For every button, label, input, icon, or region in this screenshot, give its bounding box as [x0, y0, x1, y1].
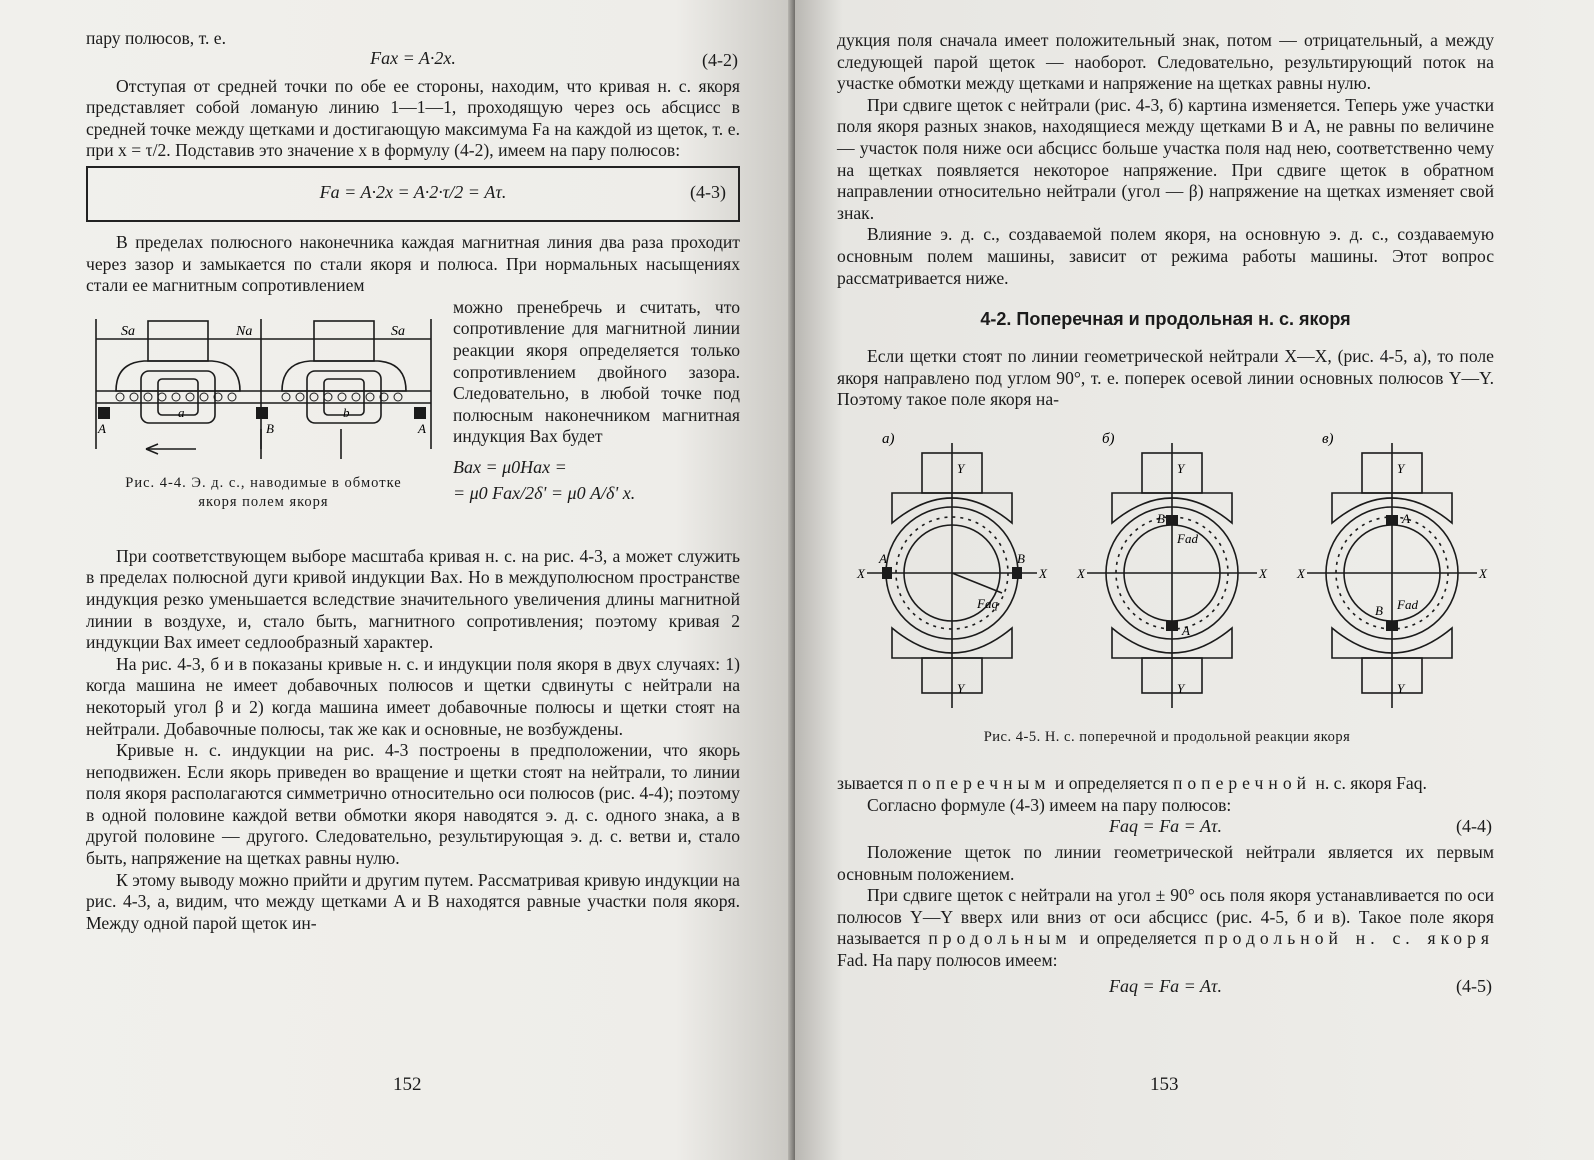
text-line: пару полюсов, т. е. — [86, 28, 226, 48]
figure-4-5-caption: Рис. 4-5. Н. с. поперечной и продольной реакции якоря — [983, 728, 1351, 745]
label-a: a — [178, 404, 185, 420]
label-y: Y — [1177, 680, 1185, 696]
paragraph: При сдвиге щеток с нейтрали (рис. 4-3, б) картина изменяется. Теперь уже участки поля якоря разных знаков, находящиеся между щетками B и A, не равны по величине — участок поля ниже оси абсцисс больше участка поля над нею, соответственно чему на щетках появляется некоторое напряжение. При сдвиге щеток в обратном направлении относительно нейтрали (угол — β) напряжение на щетках изменяет свой знак. — [837, 94, 1494, 223]
equation-number: (4-4) — [1456, 816, 1492, 837]
formula: Faq = Fa = Aτ. — [1109, 816, 1222, 837]
spaced-term: поперечной — [1172, 772, 1312, 793]
paragraph: дукция поля сначала имеет положительный знак, потом — отрицательный, а между следующей парой щеток — наоборот. Следовательно, результирующий поток на участке обмотки между щетками и напряжение на щетках равны нулю. — [837, 30, 1494, 94]
label-brush-a: A — [98, 420, 106, 436]
paragraph: Согласно формуле (4-3) имеем на пару полюсов: — [867, 794, 1232, 815]
equation-number: (4-5) — [1456, 975, 1492, 996]
label-brush-a: A — [1182, 622, 1190, 638]
paragraph: В пределах полюсного наконечника каждая магнитная линия два раза проходит через зазор и замыкается по стали якоря и полюса. При нормальных насыщениях стали ее магнитным сопротивлением — [86, 231, 740, 296]
label-y: Y — [957, 460, 965, 476]
figure-4-4-caption — [86, 474, 441, 512]
panel-label-b: б) — [1102, 430, 1115, 447]
label-brush-a: A — [879, 550, 887, 566]
label-sa: Sa — [121, 323, 135, 339]
equation-number: (4-2) — [702, 49, 738, 70]
label-y: Y — [1177, 460, 1185, 476]
spaced-term: поперечным — [907, 772, 1051, 793]
figure-4-4 — [86, 299, 441, 512]
text-run: и определяется — [1050, 772, 1173, 793]
panel-label-a: а) — [882, 430, 895, 447]
label-x: X — [1039, 565, 1047, 581]
label-fad: Fad — [1177, 530, 1198, 546]
paragraph: При соответствующем выборе масштаба кривая н. с. на рис. 4-3, а может служить в пределах полюсной дуги кривой индукции Bax. Но в междуполюсном пространстве индукция резко уменьшается вследствие значительного увеличения длины магнитной линии в воздухе, и, стало быть, магнитного сопротивления; поэтому кривая 2 индукции Bax имеет седлообразный характер. — [86, 545, 740, 653]
equation-4-5 — [837, 976, 1494, 1002]
label-x: X — [1259, 565, 1267, 581]
paragraph: На рис. 4-3, б и в показаны кривые н. с. и индукции поля якоря в двух случаях: 1) когда машина не имеет добавочных полюсов и щетки сдвинуты с нейтрали на некоторый угол β и 2) когда машина имеет добавочные полюсы и щетки стоят на нейтрали. Добавочные полюсы, так же как и основные, не возбуждены. — [86, 653, 740, 739]
label-x: X — [857, 565, 865, 581]
label-sa-2: Sa — [391, 323, 405, 339]
equation-4-2 — [86, 47, 740, 76]
text-run: Fad. На пару полюсов имеем: — [837, 950, 1058, 971]
page-number: 152 — [393, 1074, 422, 1095]
panel-b — [1076, 431, 1268, 708]
label-faq: Faq — [977, 595, 998, 611]
panel-a — [856, 431, 1048, 708]
caption-line: Рис. 4-4. Э. д. с., наводимые в обмотке — [125, 474, 402, 491]
label-brush-a: A — [1402, 510, 1410, 526]
paragraph: К этому выводу можно прийти и другим путем. Рассматривая кривую индукции на рис. 4-3, а, видим, что между щетками A и B находятся равные участки поля якоря. Между одной парой щеток ин- — [86, 869, 740, 933]
panel-label-c: в) — [1322, 430, 1334, 447]
text-run: При сдвиге щеток с нейтрали на угол ± 90° ось поля якоря устанавливается по оси полюсов Y—Y вверх или вниз от оси абсцисс (рис. 4-5, б и в). Такое поле якоря называется — [837, 885, 1494, 949]
label-fad: Fad — [1397, 596, 1418, 612]
label-brush-b: B — [266, 420, 274, 436]
spaced-term: продольной н. с. якоря — [1204, 928, 1494, 949]
formula: Bax = μ0Hax = — [453, 456, 567, 477]
label-brush-b: B — [1157, 510, 1165, 526]
label-y: Y — [957, 680, 965, 696]
page-left — [0, 0, 795, 1160]
paragraph: Отступая от средней точки по обе ее стороны, находим, что кривая н. с. якоря представляет собой ломаную линию 1—1—1, проходящую через ось абсцисс в средней точке между щетками и достигающую максимума Fa на каждой из щеток, т. е. при x = τ/2. Подставив это значение x в формулу (4-2), имеем на пару полюсов: — [86, 75, 740, 161]
formula: Faq = Fa = Aτ. — [1109, 975, 1222, 996]
paragraph: можно пренебречь и считать, что сопротивление для магнитной линии реакции якоря определяется только сопротивлением двойного зазора. Следовательно, в любой точке под полюсным наконечником магнитная индукция Bax будет — [453, 296, 740, 447]
equation-4-3-boxed — [86, 166, 740, 222]
paragraph: Если щетки стоят по линии геометрической нейтрали X—X, (рис. 4-5, а), то поле якоря направлено под углом 90°, т. е. поперек осевой линии основных полюсов Y—Y. Поэтому такое поле якоря на- — [837, 346, 1494, 410]
panel-c — [1296, 431, 1488, 708]
text-run: и определяется — [1071, 928, 1205, 949]
equation-number: (4-3) — [690, 181, 726, 202]
page-number: 153 — [1150, 1074, 1179, 1095]
text-run: н. с. якоря Faq. — [1311, 772, 1427, 793]
text-run: зывается — [837, 772, 908, 793]
equation-4-4 — [837, 816, 1494, 842]
label-x: X — [1297, 565, 1305, 581]
label-brush-b: B — [1375, 602, 1383, 618]
paragraph — [837, 773, 1494, 795]
caption-line: якоря полем якоря — [198, 493, 329, 510]
label-brush-b: B — [1017, 550, 1025, 566]
paragraph — [837, 885, 1494, 971]
paragraph: Влияние э. д. с., создаваемой полем якоря, на основную э. д. с., создаваемую основным полем машины, зависит от режима работы машины. Этот вопрос рассматривается ниже. — [837, 224, 1494, 288]
label-brush-a-2: A — [418, 420, 426, 436]
label-b: b — [343, 404, 350, 420]
paragraph: Положение щеток по линии геометрической нейтрали является их первым основным положением. — [837, 842, 1494, 884]
label-x: X — [1077, 565, 1085, 581]
formula: = μ0 Fax/2δ' = μ0 A/δ' x. — [453, 482, 636, 503]
label-y: Y — [1397, 680, 1405, 696]
figure-4-5-drawing — [837, 423, 1497, 723]
formula: Fa = A·2x = A·2·τ/2 = Aτ. — [319, 181, 507, 202]
figure-4-4-drawing — [86, 299, 441, 469]
figure-4-5 — [837, 423, 1497, 747]
section-title: 4-2. Поперечная и продольная н. с. якоря — [980, 309, 1351, 330]
label-y: Y — [1397, 460, 1405, 476]
page-right — [795, 0, 1594, 1160]
spaced-term: продольным — [928, 928, 1072, 949]
formula: Fax = A·2x. — [370, 47, 456, 68]
label-na: Na — [236, 323, 253, 339]
label-x: X — [1479, 565, 1487, 581]
paragraph: Кривые н. с. индукции на рис. 4-3 построены в предположении, что якорь неподвижен. Если якорь приведен во вращение и щетки стоят на нейтрали, то линии поля якоря располагаются симметрично относительно оси полюсов (рис. 4-4); поэтому в одной половине каждой ветви обмотки якоря наводятся э. д. с. одного знака, а в другой половине — другого. Следовательно, результирующая э. д. с. ветви и, стало быть, напряжение на щетках равны нулю. — [86, 740, 740, 869]
